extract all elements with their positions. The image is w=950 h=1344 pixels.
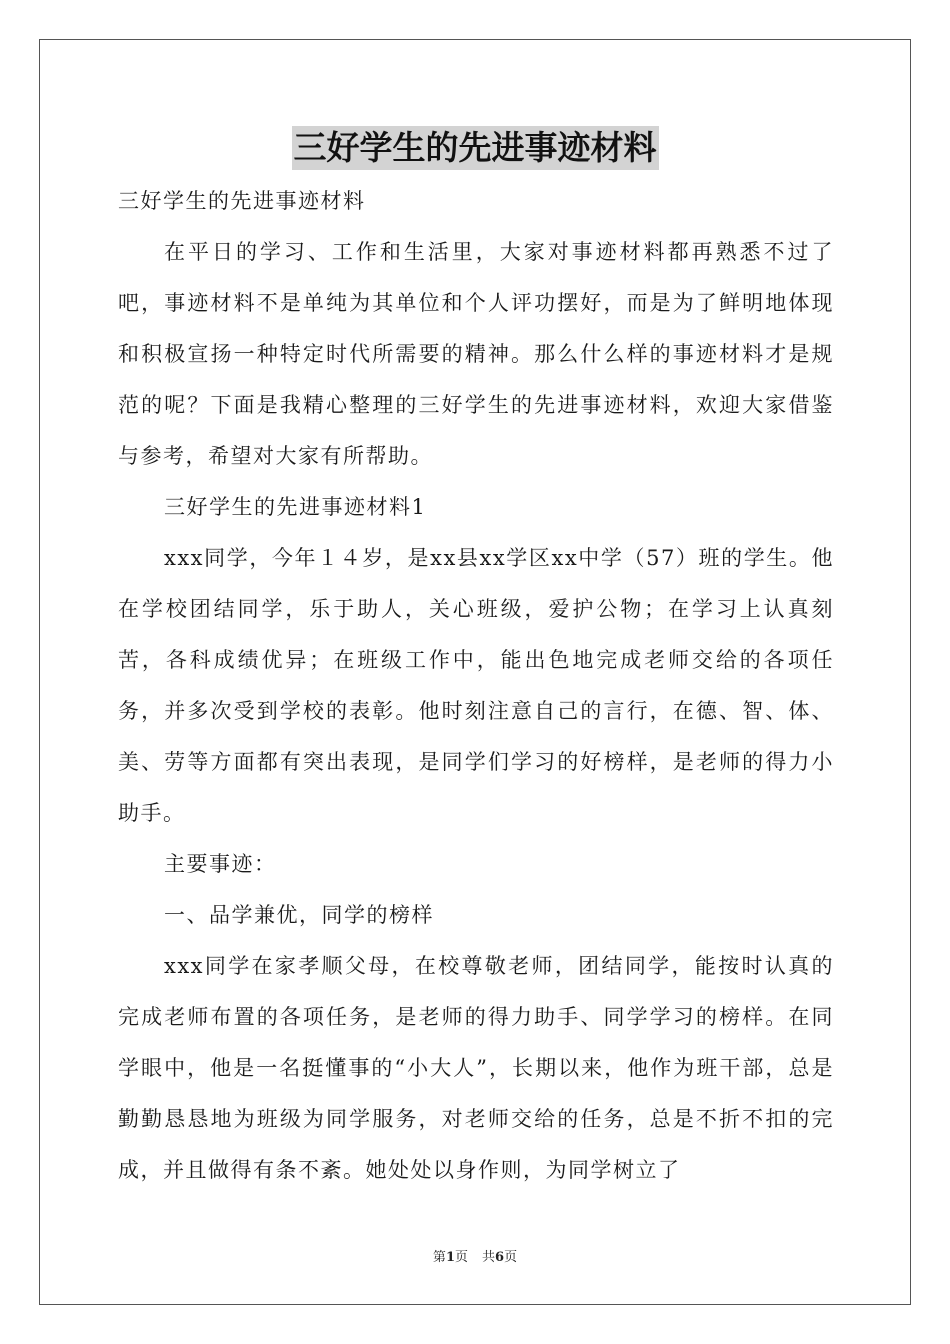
subtitle-paragraph: 三好学生的先进事迹材料	[118, 189, 366, 213]
document-title-text: 三好学生的先进事迹材料	[292, 126, 659, 170]
subsection-heading: 一、品学兼优，同学的榜样	[164, 903, 434, 927]
page-footer	[0, 1246, 950, 1265]
document-body	[118, 176, 834, 1196]
footer-total-prefix: 共	[482, 1250, 496, 1265]
deeds-paragraph: xxx同学在家孝顺父母，在校尊敬老师，团结同学，能按时认真的完成老师布置的各项任务，是老师的得力助手、同学学习的榜样。在同学眼中，他是一名挺懂事的“小大人”，长期以来，他作为班干部，总是勤勤恳恳地为班级为同学服务，对老师交给的任务，总是不折不扣的完成，并且做得有条不紊。她处处以身作则，为同学树立了	[118, 954, 834, 1182]
footer-total-pages: 6	[495, 1250, 505, 1265]
main-deeds-heading: 主要事迹：	[164, 852, 277, 876]
intro-paragraph: 在平日的学习、工作和生活里，大家对事迹材料都再熟悉不过了吧，事迹材料不是单纯为其单位和个人评功摆好，而是为了鲜明地体现和积极宣扬一种特定时代所需要的精神。那么什么样的事迹材料才是规范的呢？下面是我精心整理的三好学生的先进事迹材料，欢迎大家借鉴与参考，希望对大家有所帮助。	[118, 240, 834, 468]
footer-page-number: 1	[445, 1250, 455, 1265]
footer-page-prefix: 第	[432, 1250, 446, 1265]
student-summary-paragraph: xxx同学，今年１４岁，是xx县xx学区xx中学（57）班的学生。他在学校团结同学，乐于助人，关心班级，爱护公物；在学习上认真刻苦，各科成绩优异；在班级工作中，能出色地完成老师交给的各项任务，并多次受到学校的表彰。他时刻注意自己的言行，在德、智、体、美、劳等方面都有突出表现，是同学们学习的好榜样，是老师的得力小助手。	[118, 546, 834, 825]
footer-total-suffix: 页	[504, 1250, 518, 1265]
footer-page-suffix: 页	[454, 1250, 468, 1265]
section-heading: 三好学生的先进事迹材料1	[164, 495, 427, 519]
document-title	[0, 126, 950, 170]
